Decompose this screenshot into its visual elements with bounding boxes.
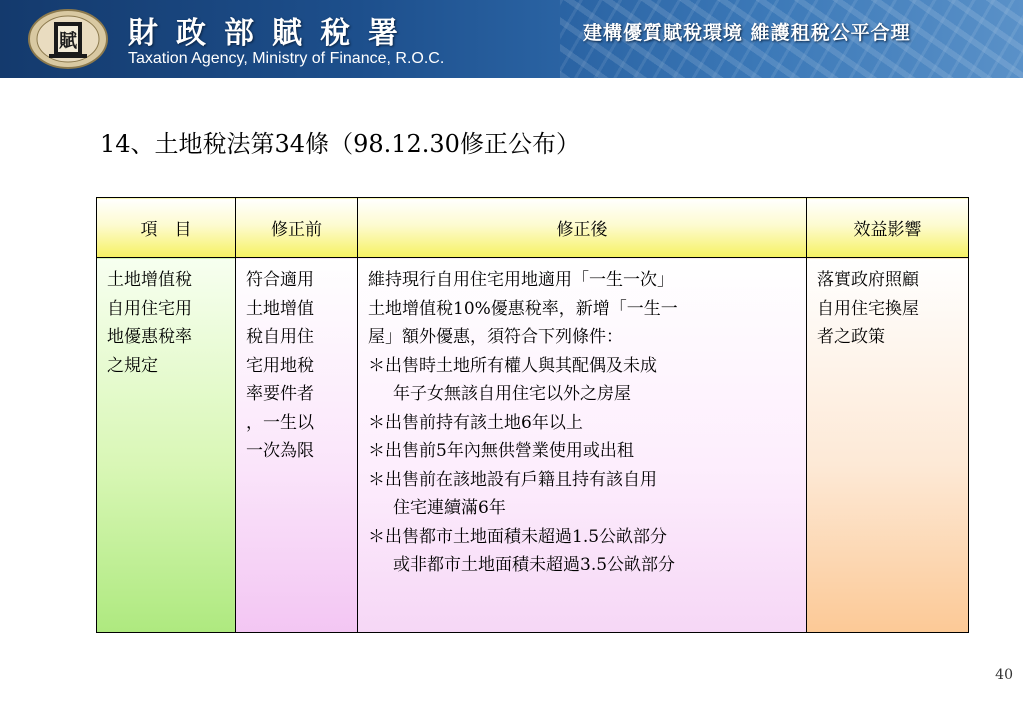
condition-item: ＊出售前5年內無供營業使用或出租	[368, 441, 634, 461]
after-intro-line: 土地增值稅10%優惠稅率，新增「一生一	[368, 298, 678, 319]
before-line: 符合適用	[246, 270, 314, 290]
before-line: 率要件者	[246, 384, 314, 404]
before-line: 土地增值	[246, 298, 314, 319]
after-intro-line: 維持現行自用住宅用地適用「一生一次」	[368, 270, 674, 290]
cell-impact	[807, 258, 969, 633]
condition-continuation: 或非都市土地面積未超過3.5公畝部分	[393, 555, 676, 575]
header-after: 修正後	[358, 198, 807, 258]
table-row	[97, 258, 969, 633]
condition-continuation: 住宅連續滿6年	[393, 498, 506, 518]
taxation-agency-emblem-icon	[27, 8, 109, 70]
agency-name-chinese: 財政部賦稅署	[128, 16, 416, 51]
impact-line: 落實政府照顧	[817, 270, 919, 290]
item-line: 地優惠稅率	[107, 327, 192, 347]
agency-slogan: 建構優質賦稅環境 維護租稅公平合理	[583, 22, 911, 44]
after-intro-line: 屋」額外優惠，須符合下列條件：	[368, 327, 623, 347]
item-line: 土地增值稅	[107, 270, 192, 290]
page-title: 14、土地稅法第34條（98.12.30修正公布）	[100, 130, 580, 158]
header-impact: 效益影響	[807, 198, 969, 258]
cell-before	[236, 258, 358, 633]
amendment-comparison-table	[96, 197, 969, 633]
page-number: 40	[995, 667, 1013, 683]
before-line: 稅自用住	[246, 327, 314, 347]
item-line: 之規定	[107, 355, 158, 376]
agency-name-english: Taxation Agency, Ministry of Finance, R.O.C.	[128, 50, 445, 67]
before-line: ，一生以	[246, 412, 314, 433]
header-before: 修正前	[236, 198, 358, 258]
table-header-row	[97, 198, 969, 258]
header-banner	[0, 0, 1023, 78]
cell-item	[97, 258, 236, 633]
condition-item: ＊出售前在該地設有戶籍且持有該自用	[368, 469, 657, 490]
condition-item: ＊出售時土地所有權人與其配偶及未成	[368, 355, 657, 376]
condition-item: ＊出售前持有該土地6年以上	[368, 412, 583, 433]
item-line: 自用住宅用	[107, 298, 192, 319]
before-line: 一次為限	[246, 441, 314, 461]
condition-continuation: 年子女無該自用住宅以外之房屋	[393, 384, 631, 404]
condition-item: ＊出售都市土地面積未超過1.5公畝部分	[368, 526, 668, 547]
before-line: 宅用地稅	[246, 355, 314, 376]
header-item: 項 目	[97, 198, 236, 258]
cell-after	[358, 258, 807, 633]
impact-line: 者之政策	[817, 327, 885, 347]
impact-line: 自用住宅換屋	[817, 298, 919, 319]
svg-text:賦: 賦	[59, 31, 77, 52]
